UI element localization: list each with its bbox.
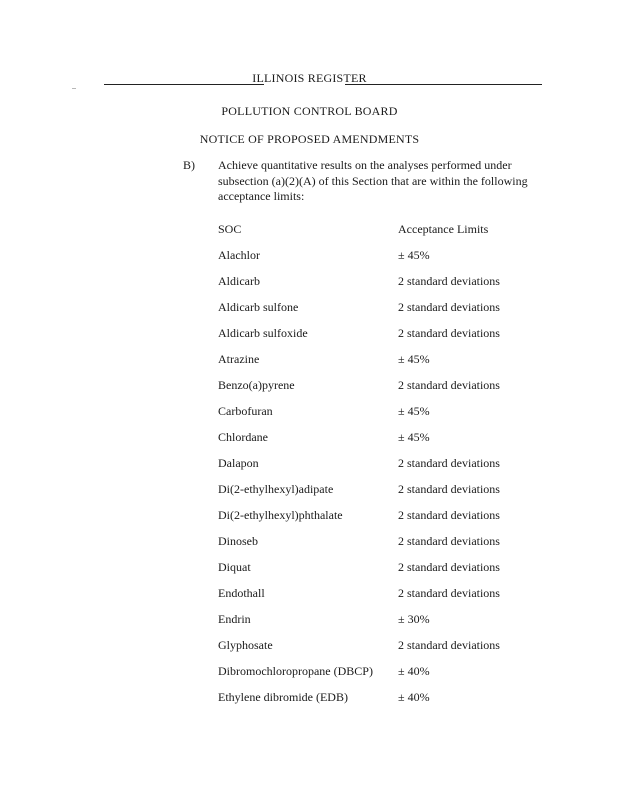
margin-mark: .. [72,82,76,91]
table-row [0,430,619,446]
acceptance-limit: ± 30% [398,612,430,626]
table-row [0,352,619,368]
table-row [0,534,619,550]
soc-name: Carbofuran [218,404,273,418]
table-row [0,664,619,680]
soc-name: Benzo(a)pyrene [218,378,295,392]
acceptance-limit: 2 standard deviations [398,586,500,600]
notice-title: NOTICE OF PROPOSED AMENDMENTS [199,132,420,146]
acceptance-limit: 2 standard deviations [398,300,500,314]
acceptance-limit: 2 standard deviations [398,274,500,288]
table-row [0,274,619,290]
acceptance-limit: 2 standard deviations [398,378,500,392]
table-row [0,456,619,472]
soc-name: Dalapon [218,456,259,470]
table-header-row [0,222,619,238]
soc-name: Dinoseb [218,534,258,548]
table-row [0,326,619,342]
acceptance-limit: 2 standard deviations [398,534,500,548]
table-row [0,248,619,264]
soc-name: Di(2-ethylhexyl)phthalate [218,508,343,522]
acceptance-limit: 2 standard deviations [398,482,500,496]
soc-name: Ethylene dibromide (EDB) [218,690,348,704]
column-header-limits: Acceptance Limits [398,222,489,236]
table-row [0,690,619,706]
soc-name: Aldicarb [218,274,260,288]
item-text: Achieve quantitative results on the analyses performed under subsection (a)(2)(A) of this Section that are within the following acceptance limits: [218,158,528,203]
acceptance-limit: 2 standard deviations [398,638,500,652]
acceptance-limit: ± 45% [398,248,430,262]
table-row [0,482,619,498]
table-row [0,638,619,654]
soc-name: Chlordane [218,430,268,444]
soc-name: Atrazine [218,352,260,366]
soc-name: Aldicarb sulfoxide [218,326,308,340]
table-row [0,612,619,628]
table-row [0,560,619,576]
column-header-soc: SOC [218,222,242,236]
soc-name: Diquat [218,560,251,574]
soc-name: Di(2-ethylhexyl)adipate [218,482,334,496]
table-row [0,508,619,524]
register-title: ILLINOIS REGISTER [252,71,367,85]
acceptance-limit: ± 45% [398,352,430,366]
item-label: B) [183,158,195,172]
acceptance-limit: 2 standard deviations [398,456,500,470]
soc-name: Alachlor [218,248,260,262]
table-row [0,300,619,316]
soc-name: Glyphosate [218,638,273,652]
table-row [0,404,619,420]
acceptance-limit: ± 40% [398,664,430,678]
soc-name: Endrin [218,612,251,626]
acceptance-limit: 2 standard deviations [398,326,500,340]
acceptance-limit: ± 45% [398,404,430,418]
acceptance-limit: ± 40% [398,690,430,704]
board-title: POLLUTION CONTROL BOARD [221,104,398,118]
soc-name: Dibromochloropropane (DBCP) [218,664,373,678]
soc-name: Aldicarb sulfone [218,300,299,314]
acceptance-limit: 2 standard deviations [398,508,500,522]
table-row [0,378,619,394]
table-row [0,586,619,602]
acceptance-limit: ± 45% [398,430,430,444]
acceptance-limit: 2 standard deviations [398,560,500,574]
soc-name: Endothall [218,586,265,600]
